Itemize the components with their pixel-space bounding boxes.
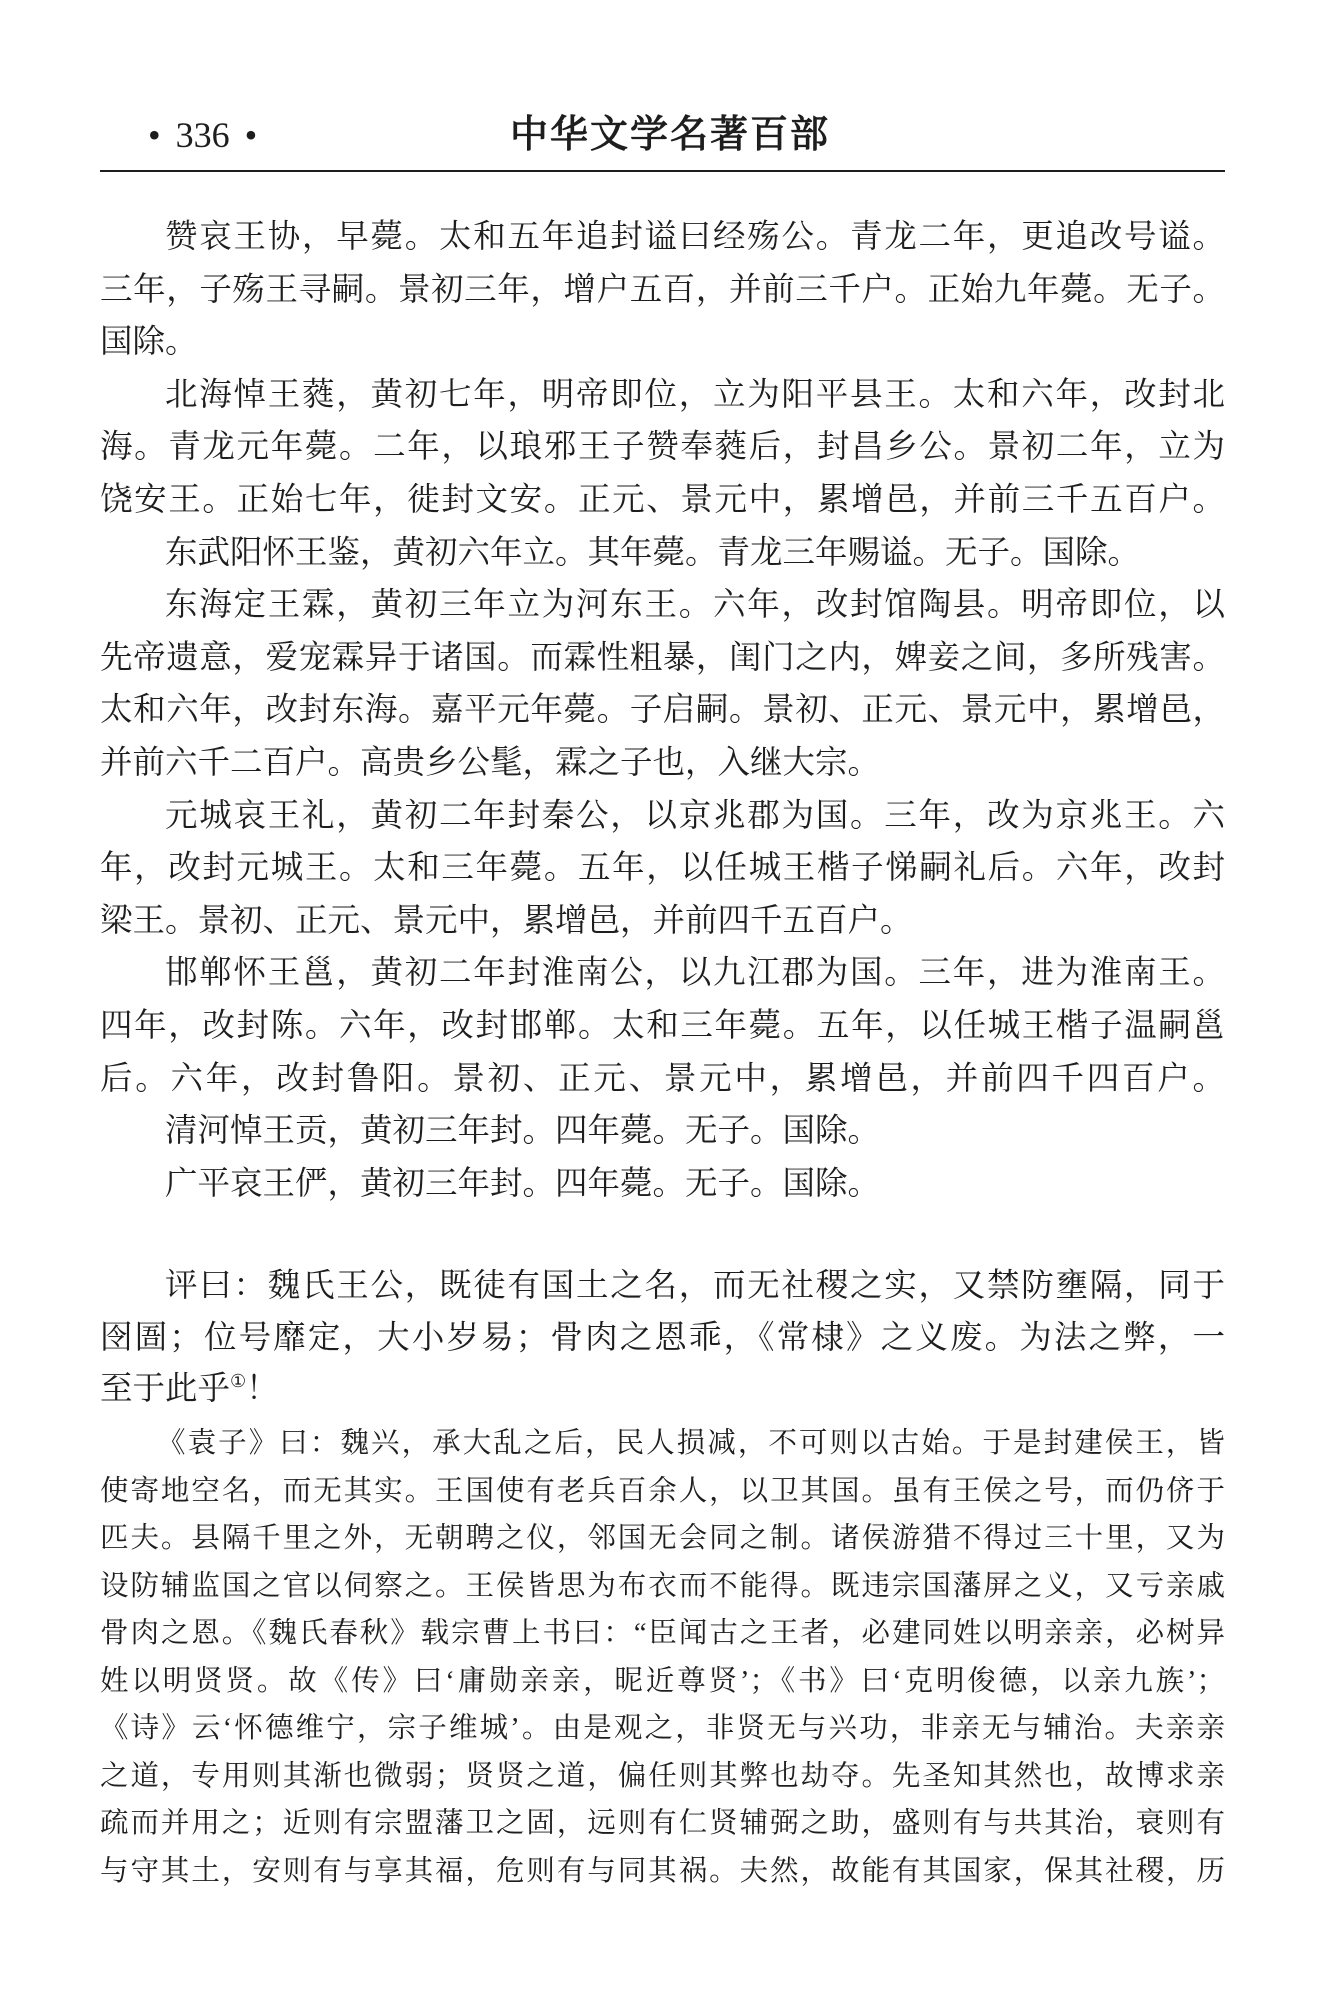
annotation-line: 《诗》云‘怀德维宁，宗子维城’。由是观之，非贤无与兴功，非亲无与辅治。夫亲亲 xyxy=(100,1713,1225,1744)
paragraph xyxy=(100,369,1225,527)
paragraph xyxy=(100,211,1225,369)
commentary-end-punct: ！ xyxy=(246,1371,279,1407)
annotation-line: 姓以明贤贤。故《传》曰‘庸勋亲亲，昵近尊贤’；《书》曰‘克明俊德，以亲九族’； xyxy=(100,1665,1225,1697)
main-text-line: 四年，改封陈。六年，改封邯郸。太和三年薨。五年，以任城王楷子温嗣邕 xyxy=(100,1007,1225,1044)
main-text-line: 元城哀王礼，黄初二年封秦公，以京兆郡为国。三年，改为京兆王。六 xyxy=(165,797,1225,834)
commentary xyxy=(100,1261,1225,1416)
main-text-line: 北海悼王蕤，黄初七年，明帝即位，立为阳平县王。太和六年，改封北 xyxy=(165,376,1225,413)
main-text-line: 太和六年，改封东海。嘉平元年薨。子启嗣。景初、正元、景元中，累增邑， xyxy=(100,692,1225,729)
main-text-line: 饶安王。正始七年，徙封文安。正元、景元中，累增邑，并前三千五百户。 xyxy=(100,481,1225,518)
paragraph xyxy=(100,1105,1225,1158)
commentary-line xyxy=(100,1364,1225,1416)
main-text xyxy=(100,211,1225,1210)
main-text-line: 年，改封元城王。太和三年薨。五年，以任城王楷子悌嗣礼后。六年，改封 xyxy=(100,850,1225,887)
annotation-line: 与守其土，安则有与享其福，危则有与同其祸。夫然，故能有其国家，保其社稷，历 xyxy=(100,1855,1225,1887)
annotation-note xyxy=(100,1420,1225,1895)
running-title: 中华文学名著百部 xyxy=(510,114,831,156)
commentary-line-text: 至于此乎 xyxy=(100,1371,231,1407)
footnote-marker: ① xyxy=(230,1371,247,1392)
annotation-line: 使寄地空名，而无其实。王国使有老兵百余人，以卫其国。虽有王侯之号，而仍侪于 xyxy=(100,1475,1225,1507)
annotation-line: 骨肉之恩。《魏氏春秋》载宗曹上书曰：“臣闻古之王者，必建同姓以明亲亲，必树异 xyxy=(100,1618,1225,1649)
annotation-line: 《袁子》曰：魏兴，承大乱之后，民人损减，不可则以古始。于是封建侯王，皆 xyxy=(157,1428,1225,1459)
annotation-line: 疏而并用之；近则有宗盟藩卫之固，远则有仁贤辅弼之助，盛则有与共其治，衰则有 xyxy=(100,1808,1225,1839)
paragraph xyxy=(100,1158,1225,1211)
header-rule xyxy=(100,170,1225,172)
main-text-line: 邯郸怀王邕，黄初二年封淮南公，以九江郡为国。三年，进为淮南王。 xyxy=(165,955,1225,992)
commentary-line: 囹圄；位号靡定，大小岁易；骨肉之恩乖，《常棣》之义废。为法之弊，一 xyxy=(100,1319,1225,1356)
annotation-line: 之道，专用则其渐也微弱；贤贤之道，偏任则其弊也劫夺。先圣知其然也，故博求亲 xyxy=(100,1760,1225,1792)
main-text-line: 广平哀王俨，黄初三年封。四年薨。无子。国除。 xyxy=(165,1165,881,1202)
main-text-line: 并前六千二百户。高贵乡公髦，霖之子也，入继大宗。 xyxy=(100,744,881,781)
paragraph xyxy=(100,790,1225,948)
main-text-line: 赞哀王协，早薨。太和五年追封谥曰经殇公。青龙二年，更追改号谥。 xyxy=(165,219,1225,255)
annotation-line: 匹夫。县隔千里之外，无朝聘之仪，邻国无会同之制。诸侯游猎不得过三十里，又为 xyxy=(100,1523,1225,1554)
main-text-line: 后。六年，改封鲁阳。景初、正元、景元中，累增邑，并前四千四百户。 xyxy=(100,1060,1225,1097)
main-text-line: 东武阳怀王鉴，黄初六年立。其年薨。青龙三年赐谥。无子。国除。 xyxy=(165,534,1141,571)
main-text-line: 先帝遗意，爱宠霖异于诸国。而霖性粗暴，闺门之内，婢妾之间，多所残害。 xyxy=(100,639,1225,676)
main-text-line: 国除。 xyxy=(100,324,198,361)
main-text-line: 清河悼王贡，黄初三年封。四年薨。无子。国除。 xyxy=(165,1113,881,1150)
paragraph xyxy=(100,579,1225,789)
commentary-line: 评曰：魏氏王公，既徒有国土之名，而无社稷之实，又禁防壅隔，同于 xyxy=(165,1268,1225,1304)
main-text-line: 海。青龙元年薨。二年，以琅邪王子赞奉蕤后，封昌乡公。景初二年，立为 xyxy=(100,429,1225,466)
main-text-line: 三年，子殇王寻嗣。景初三年，增户五百，并前三千户。正始九年薨。无子。 xyxy=(100,271,1225,308)
main-text-line: 梁王。景初、正元、景元中，累增邑，并前四千五百户。 xyxy=(100,902,913,939)
main-text-line: 东海定王霖，黄初三年立为河东王。六年，改封馆陶县。明帝即位，以 xyxy=(165,587,1225,624)
page-number: • 336 • xyxy=(148,115,258,155)
paragraph xyxy=(100,527,1225,580)
paragraph xyxy=(100,947,1225,1105)
annotation-line: 设防辅监国之官以伺察之。王侯皆思为布衣而不能得。既违宗国藩屏之义，又亏亲戚 xyxy=(100,1570,1225,1602)
